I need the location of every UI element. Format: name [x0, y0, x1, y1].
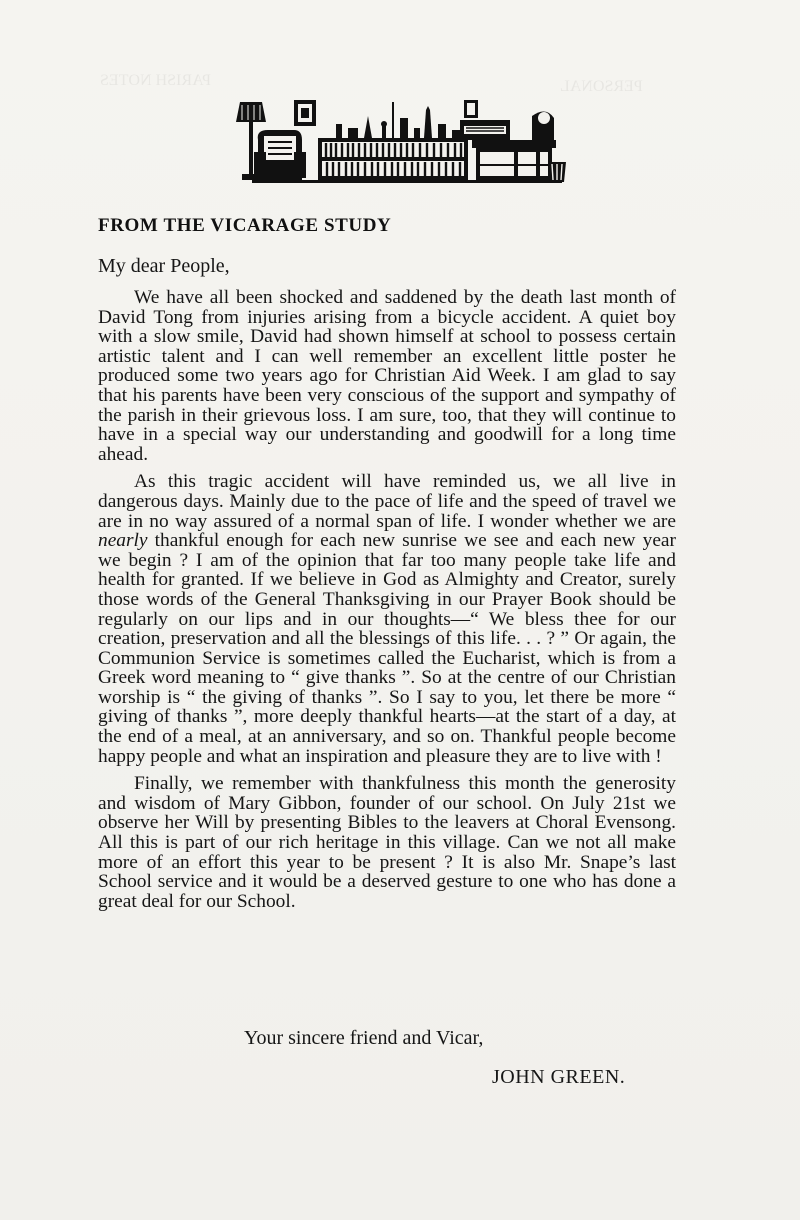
salutation: My dear People, [98, 255, 230, 277]
armchair-icon [254, 130, 306, 180]
bleed-through-text: PARISH NOTES [100, 72, 211, 89]
paragraph: As this tragic accident will have reminded us, we all live in dangerous days. Mainly due to the pace of life and the speed of travel we are in no way assured of a normal span of life. I wonder whether we are nearly thankful enough for each new sunrise we see and each new year we begin ? I am of the opinion that far too many people take life and health for granted. If we believe in God as Almighty and Creator, surely those words of the General Thanksgiving in our Prayer Book should be regularly on our lips and in our thoughts—“ We bless thee for our creation, preservation and all the blessings of this life. . . ? ” Or again, the Communion Service is sometimes called the Eucharist, which is from a Greek word meaning to “ give thanks ”. So at the centre of our Christian worship is “ the giving of thanks ”. So I say to you, let there be more “ giving of thanks ”, more deeply thankful hearts—at the start of a day, at the end of a meal, at an anniversary, and so on. Thankful people become happy people and what an inspiration and pleasure they are to live with ! [98, 471, 676, 767]
paragraph: Finally, we remember with thankfulness this month the generosity and wisdom of Mary Gibbon, founder of our school. On July 21st we observe her Will by presenting Bibles to the leavers at Choral Evensong. All this is part of our rich heritage in this village. Can we not all make more of an effort this year to be present ? It is also Mr. Snape’s last School service and it would be a deserved gesture to one who has done a great deal for our School. [98, 773, 676, 912]
letter-body [98, 288, 676, 919]
bookcase-icon [318, 138, 468, 180]
picture-frame-icon [294, 100, 316, 126]
vicarage-study-illustration [232, 96, 572, 188]
ornaments-icon [336, 102, 462, 138]
bleed-through-text: PERSONAL [560, 78, 643, 95]
page-title: FROM THE VICARAGE STUDY [98, 215, 392, 236]
closing: Your sincere friend and Vicar, [244, 1027, 484, 1049]
paragraph: We have all been shocked and saddened by the death last month of David Tong from injuries arising from a bicycle accident. A quiet boy with a slow smile, David had shown himself at school to possess certain artistic talent and I can well remember an excellent little poster he produced some two years ago for Christian Aid Week. I am glad to say that his parents have been very conscious of the support and sympathy of the parish in their grievous loss. I am sure, too, that they will continue to have in a special way our understanding and goodwill for a long time ahead. [98, 287, 676, 465]
signature: JOHN GREEN. [492, 1066, 626, 1088]
waste-basket-icon [548, 162, 566, 182]
emphasis: nearly [98, 530, 148, 552]
